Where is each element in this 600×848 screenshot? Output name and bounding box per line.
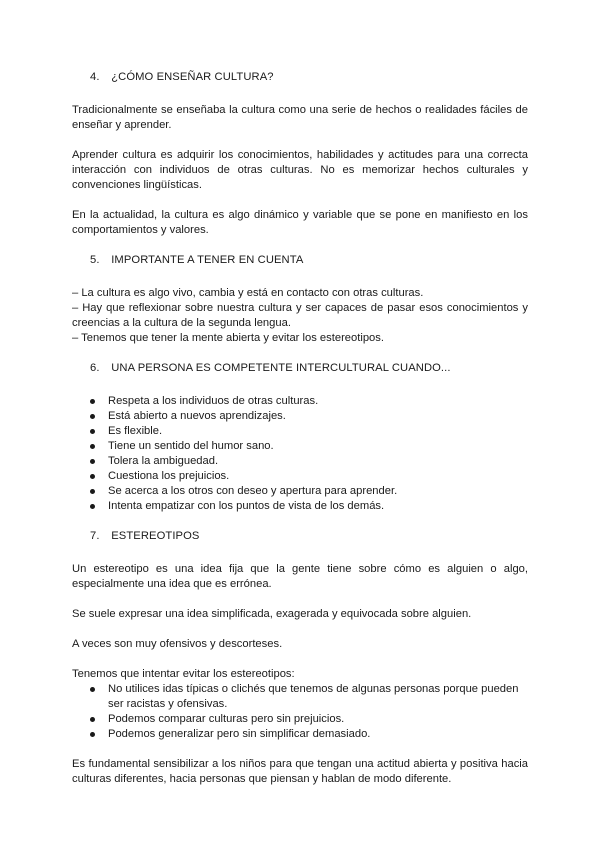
bullet-icon xyxy=(90,732,95,737)
bullet-icon xyxy=(90,444,95,449)
section-title: ¿CÓMO ENSEÑAR CULTURA? xyxy=(111,71,274,83)
bullet-icon xyxy=(90,414,95,419)
document-content xyxy=(72,70,528,802)
bullet-icon xyxy=(90,474,95,479)
dash-list xyxy=(72,286,528,346)
bullet-icon xyxy=(90,687,95,692)
closing-paragraph: Es fundamental sensibilizar a los niños para que tengan una actitud abierta y positiva hacia culturas diferentes, hacia personas que piensan y hablan de modo diferente. xyxy=(72,758,528,785)
bullet-icon xyxy=(90,399,95,404)
section-number: 6. xyxy=(90,362,100,374)
list-item: No utilices idas típicas o clichés que tenemos de algunas personas porque pueden ser racistas y ofensivas. xyxy=(72,682,528,712)
list-item: Tiene un sentido del humor sano. xyxy=(72,439,528,454)
list-item: Respeta a los individuos de otras culturas. xyxy=(72,394,528,409)
list-item: Cuestiona los prejuicios. xyxy=(72,469,528,484)
section-4-heading xyxy=(72,70,528,85)
paragraph: Se suele expresar una idea simplificada, exagerada y equivocada sobre alguien. xyxy=(72,608,472,620)
section-number: 7. xyxy=(90,530,100,542)
bullet-icon xyxy=(90,459,95,464)
bullet-icon xyxy=(90,429,95,434)
list-item: Es flexible. xyxy=(72,424,528,439)
dash-item: – La cultura es algo vivo, cambia y está en contacto con otras culturas. xyxy=(72,287,424,299)
list-item: Podemos generalizar pero sin simplificar demasiado. xyxy=(72,727,528,742)
section-title: UNA PERSONA ES COMPETENTE INTERCULTURAL CUANDO... xyxy=(111,362,451,374)
bullet-icon xyxy=(90,717,95,722)
section-7-heading xyxy=(72,529,528,544)
section-5-heading xyxy=(72,253,528,268)
paragraph: A veces son muy ofensivos y descorteses. xyxy=(72,638,283,650)
section-title: IMPORTANTE A TENER EN CUENTA xyxy=(111,254,304,266)
section-number: 4. xyxy=(90,71,100,83)
list-item: Está abierto a nuevos aprendizajes. xyxy=(72,409,528,424)
paragraph: Aprender cultura es adquirir los conocimientos, habilidades y actitudes para una correcta interacción con individuos de otras culturas. No es memorizar hechos culturales y convenciones lingüísticas. xyxy=(72,149,528,191)
list-item: Tolera la ambiguedad. xyxy=(72,454,528,469)
list-item: Intenta empatizar con los puntos de vista de los demás. xyxy=(72,499,528,514)
bullet-icon xyxy=(90,504,95,509)
list-item: Podemos comparar culturas pero sin prejuicios. xyxy=(72,712,528,727)
paragraph: Un estereotipo es una idea fija que la gente tiene sobre cómo es alguien o algo, especialmente una idea que es errónea. xyxy=(72,563,528,590)
paragraph: En la actualidad, la cultura es algo dinámico y variable que se pone en manifiesto en los comportamientos y valores. xyxy=(72,209,528,236)
list-item: Se acerca a los otros con deseo y apertura para aprender. xyxy=(72,484,528,499)
section-title: ESTEREOTIPOS xyxy=(111,530,200,542)
dash-item: – Hay que reflexionar sobre nuestra cultura y ser capaces de pasar esos conocimientos y creencias a la cultura de la segunda lengua. xyxy=(72,302,528,329)
bullet-icon xyxy=(90,489,95,494)
bullet-list xyxy=(72,394,528,514)
paragraph: Tradicionalmente se enseñaba la cultura como una serie de hechos o realidades fáciles de enseñar y aprender. xyxy=(72,104,528,131)
section-6-heading xyxy=(72,361,528,376)
list-intro: Tenemos que intentar evitar los estereotipos: xyxy=(72,668,295,680)
dash-item: – Tenemos que tener la mente abierta y evitar los estereotipos. xyxy=(72,332,384,344)
bullet-list xyxy=(72,682,528,742)
section-number: 5. xyxy=(90,254,100,266)
